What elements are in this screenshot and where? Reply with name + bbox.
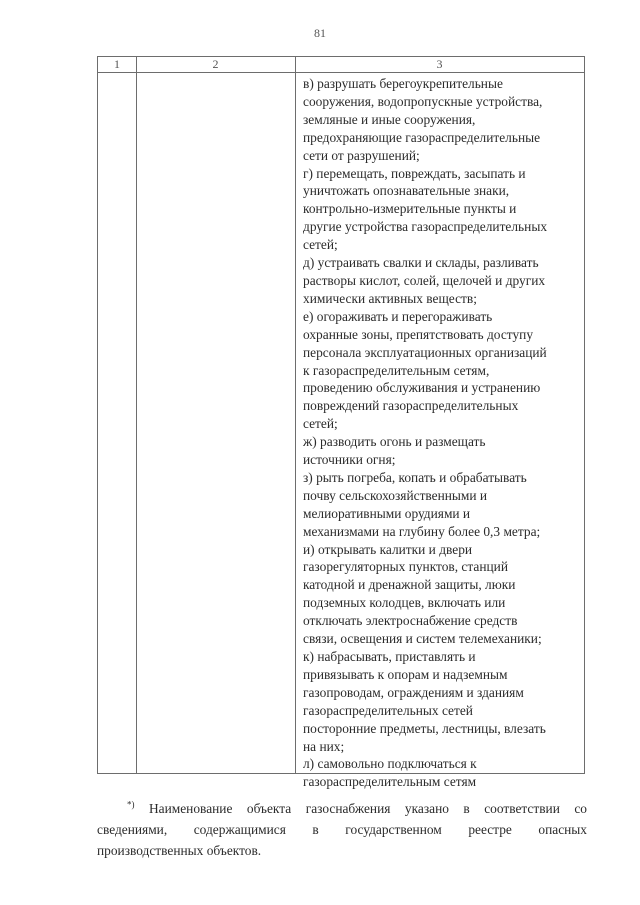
table-text-line: газорегуляторных пунктов, станций: [303, 559, 509, 575]
table-text-line: г) перемещать, повреждать, засыпать и: [303, 165, 526, 181]
table-text-line: проведению обслуживания и устранению: [303, 380, 541, 396]
table-text-line: сети от разрушений;: [303, 147, 420, 163]
column-divider-2: [295, 57, 296, 773]
table-text-line: другие устройства газораспределительных: [303, 219, 548, 235]
header-cell-1: 1: [114, 57, 120, 71]
table-text-line: газораспределительным сетям: [303, 774, 477, 790]
table-text-line: катодной и дренажной защиты, люки: [303, 577, 516, 593]
column-3-text: [303, 75, 584, 791]
table-text-line: персонала эксплуатационных организаций: [303, 344, 547, 360]
table-text-line: к) набрасывать, приставлять и: [303, 649, 476, 664]
table-text-line: источники огня;: [303, 452, 396, 468]
column-divider-1: [136, 57, 137, 773]
table-text-line: и) открывать калитки и двери: [303, 541, 473, 557]
table-text-line: отключать электроснабжение средств: [303, 613, 518, 629]
table-text-line: сооружения, водопропускные устройства,: [303, 93, 543, 109]
table-text-line: мелиоративными орудиями и: [303, 505, 471, 521]
table-text-line: сетей;: [303, 237, 338, 253]
table-text-line: на них;: [303, 738, 345, 754]
regulation-table: [97, 56, 585, 790]
table-text-line: газораспределительных сетей: [303, 702, 473, 718]
header-divider: [98, 72, 584, 73]
footnote-line: производственных объектов.: [97, 843, 262, 858]
footnote-line: [97, 798, 587, 819]
table-text-line: з) рыть погреба, копать и обрабатывать: [303, 469, 527, 485]
table-text-line: механизмами на глубину более 0,3 метра;: [303, 523, 541, 539]
table-text-line: почву сельскохозяйственными и: [303, 487, 488, 503]
footnote-mark: *): [127, 799, 135, 810]
table-text-line: земляные и иные сооружения,: [303, 111, 476, 127]
table-text-line: е) огораживать и перегораживать: [303, 308, 493, 324]
table-text-line: в) разрушать берегоукрепительные: [303, 76, 503, 91]
table-text-line: химически активных веществ;: [303, 290, 477, 306]
table-text-line: д) устраивать свалки и склады, разливать: [303, 255, 539, 271]
table-text-line: уничтожать опознавательные знаки,: [303, 183, 510, 199]
table-text-line: сетей;: [303, 416, 338, 432]
table-text-line: посторонние предметы, лестницы, влезать: [303, 720, 546, 736]
table-text-line: газопроводам, ограждениям и зданиям: [303, 684, 524, 700]
table-text-line: привязывать к опорам и надземным: [303, 666, 508, 682]
footnote-text: Наименование объекта газоснабжения указано в соответствии со: [148, 801, 587, 816]
table-text-line: л) самовольно подключаться к: [303, 756, 477, 772]
table-text-line: повреждений газораспределительных: [303, 398, 519, 414]
table-text-line: подземных колодцев, включать или: [303, 595, 506, 611]
header-cell-3: 3: [436, 57, 443, 71]
table-text-line: ж) разводить огонь и размещать: [303, 434, 486, 450]
footnote-line: сведениями, содержащимися в государственном реестре опасных: [97, 822, 587, 837]
footnote: [97, 798, 587, 861]
table-text-line: связи, освещения и систем телемеханики;: [303, 631, 542, 647]
page-number: 81: [314, 26, 326, 40]
table-text-line: контрольно-измерительные пункты и: [303, 201, 517, 217]
header-cell-2: 2: [212, 57, 219, 71]
table-text-line: предохраняющие газораспределительные: [303, 129, 541, 145]
table-text-line: растворы кислот, солей, щелочей и других: [303, 272, 546, 288]
table-text-line: к газораспределительным сетям,: [303, 362, 490, 378]
table-text-line: охранные зоны, препятствовать доступу: [303, 326, 534, 342]
